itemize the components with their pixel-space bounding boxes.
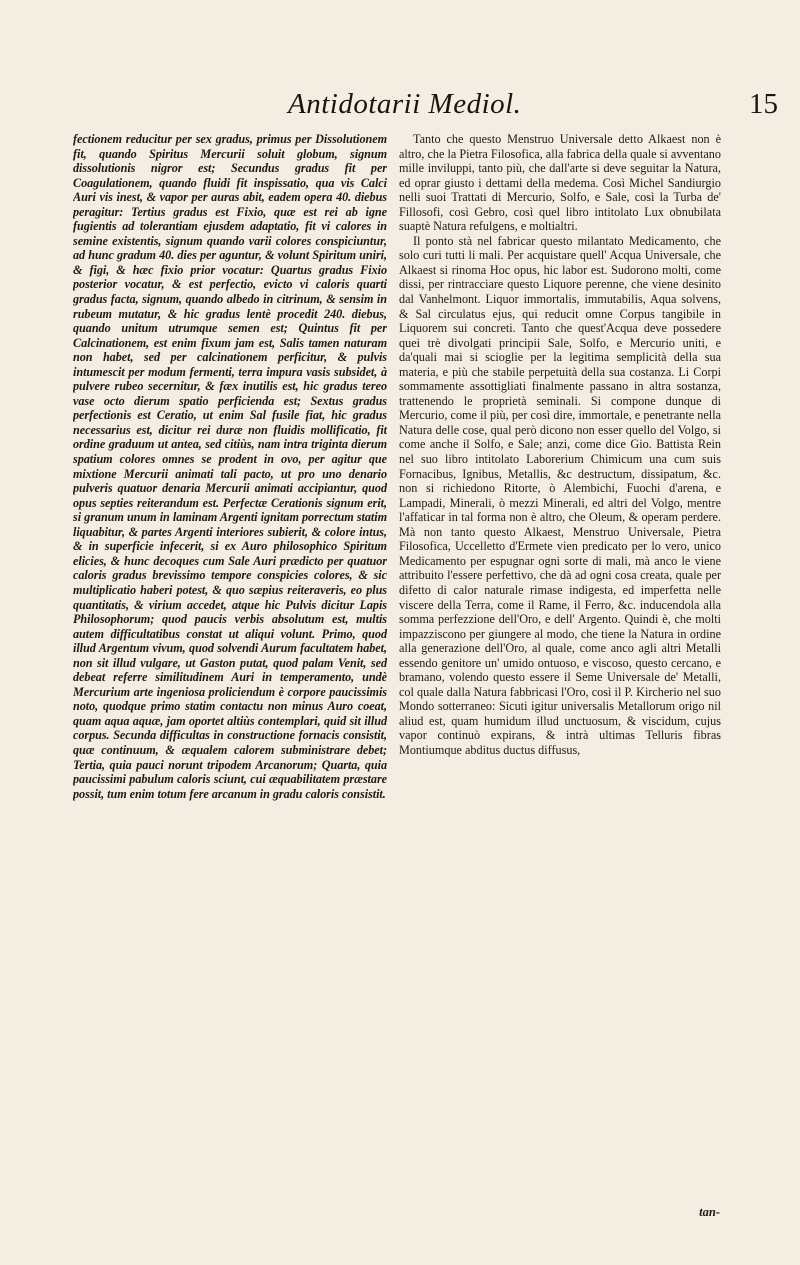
catchword: tan- — [699, 1205, 720, 1219]
right-column-paragraph-2: Il ponto stà nel fabricar questo milantato Medicamento, che solo curi tutti li mali. Per acquistare quell' Acqua Universale, che Alkaest si rinoma Hoc opus, hic labor est. Sudorono molti, come dissi, per rintracciare questo Liquore perenne, che viene desinito dal Vanhelmont. Liquor immortalis, immutabilis, Aqua solvens, & Sal circulatus ejus, qui reducit omne Corpus tangibile in Liquorem sui concreti. Tanto che quest'Acqua deve possedere quei trè divolgati principii Sale, Solfo, e Mercurio uniti, e da'quali mai si scioglie per la legitima semplicità della sua materia, e più che stabile perpetuità della sua costanza. Li Corpi sommamente assottigliati finalmente passano in altra sostanza, trattenendo le proprietà seminali. Si compone dunque di Mercurio, come il più, per così dire, immortale, e penetrante nella Natura delle cose, qual però dicono non esser quello del Volgo, si come anche il Solfo, e Sale; anzi, come dice Gio. Battista Rein nel suo libro intitolato Laborerium Chimicum una cum suis Fornacibus, Ignibus, Metallis, &c destructum, dissipatum, &c. non si richiedono Ritorte, ò Alembichi, Fuochi d'arena, e Lampadi, Minerali, ò mezzi Minerali, ed altri del Volgo, mentre l'affaticar in tal forma non è altro, che Oleum, & operam perdere. Mà non tanto questo Alkaest, Menstruo Universale, Pietra Filosofica, Uccelletto d'Ermete vien predicato per lo vero, unico Medicamento per espugnar ogni sorte di mali, mà anco le viene attribuito l'essere perfettivo, che dà ad ogni cosa creata, quale per difetto di calor naturale rimase indigesta, ed imperfetta nelle viscere della Terra, come il Rame, il Ferro, &c. inducendola alla somma perfezzione dell'Oro, e dell' Argento. Quindi è, che molti impazziscono per giungere al modo, che tiene la Natura in ordine alla generazione dell'Oro, al quale, come anco agli altri Metalli essendo genitore un' umido ontuoso, e viscoso, questo cercano, e bramano, volendo questo essere il Seme Universale de' Metalli, col quale dalla Natura fabbricasi l'Oro, così il P. Kircherio nel suo Mondo sotterraneo: Sicuti igitur universalis Metallorum origo nil aliud est, quam humidum illud unctuosum, & viscidum, cujus vapor continuò expirans, & intrà ultimas Telluris fibras Montiumque abditus ductus diffusus, — [399, 233, 721, 757]
page-header — [288, 88, 778, 132]
running-title: Antidotarii Mediol. — [288, 88, 522, 120]
page-number: 15 — [749, 88, 778, 120]
right-column-paragraph-1: Tanto che questo Menstruo Universale detto Alkaest non è altro, che la Pietra Filosofica, alla fabrica della quale si avventano mille inviluppi, tanto più, che dall'arte si deve seguitar la Natura, ed oprar giusto i dettami della medema. Così Michel Sandiurgio nelli suoi Trattati di Mercurio, Solfo, e Sale, così la Turba de' Fillosofi, così Gebro, così quel libro intitolato Lux obnubilata suaptè Natura refulgens, e moltialtri. — [399, 132, 721, 234]
right-column-italian-text — [399, 132, 721, 1212]
left-column-latin-text — [73, 132, 387, 1212]
left-column-paragraph: fectionem reducitur per sex gradus, primus per Dissolutionem fit, quando Spiritus Mercurii soluit globum, signum dissolutionis nigror est; Secundus gradus fit per Coagulationem, quando fluidi fit inspissatio, qua vis Calci Auri vis inest, & vapor per auras abit, eadem opera 40. diebus peragitur: Tertius gradus est Fixio, quæ est rei ab igne fugientis ad tolerantiam ejusdem adaptatio, fit vi calores in semine existentis, signum quando varii colores conspiciuntur, ad hunc gradum 40. dies per aguntur, & volunt Spiritum uniri, & figi, & hæc fixio prior vocatur: Quartus gradus Fixio posterior vocatur, & est perfectio, evicto vi caloris quarti gradus facta, signum, quando albedo in citrinum, & sensim in rubeum mutatur, & hic gradus lentè procedit 240. diebus, quando unitum utrumque semen est; Quintus fit per Calcinationem, est enim fixum jam est, Salis tamen naturam non habet, sed per calcinationem perficitur, & pulvis intumescit per modum fermenti, terra impura vasis subsidet, à pulvere rubeo secernitur, & fæx inutilis est, hic gradus tereo vase octo dierum spatio perficienda est; Sextus gradus perfectionis est Ceratio, ut enim Sal fusile fiat, hic gradus necessarius est, dicitur rei duræ non fluidis mollificatio, fit ordine graduum ut antea, sed citiùs, nam intra triginta dierum spatium colores omnes se prodent in ovo, per agitur que mixtione Mercurii animati tali pacto, ut pro uno denario pulveris quatuor denaria Mercurii animati accipiantur, quod opus septies reiterandum est. Perfectæ Cerationis signum erit, si granum unum in laminam Argenti ignitam porrectum statim liquabitur, & partes Argenti interiores subierit, & colore intus, & in superficie infecerit, si ex Auro philosophico Spiritum elicies, & hunc decoques cum Sale Auri prædicto per quatuor caloris gradus brevissimo tempore conspicies colores, & sic multiplicatio haberi potest, & quo sæpius reiteraveris, eo plus quantitatis, & virium accedet, atque hic Pulvis dicitur Lapis Philosophorum; quod paucis verbis absolutum est, multis autem difficultatibus constat ut aliqui volunt. Primo, quod illud Argentum vivum, quod solvendi Aurum facultatem habet, non sit illud vulgare, ut Gaston putat, quod palam Venit, sed debeat referre similitudinem Auri in temperamento, undè Mercurium arte ingeniosa proliciendum è corpore paucissimis noto, quodque primo statim contactu non minus Auro coeat, quam aqua aquæ, jam oportet altiùs contemplari, quid sit illud corpus. Secunda difficultas in constructione fornacis consistit, quæ continuum, & æqualem calorem subministrare debet; Tertia, quia pauci norunt tripodem Arcanorum; Quarta, quia paucissimi pabulum caloris sciunt, cui æquabilitatem præstare possit, tum enim totum fere arcanum in gradu caloris consistit. — [73, 132, 387, 801]
